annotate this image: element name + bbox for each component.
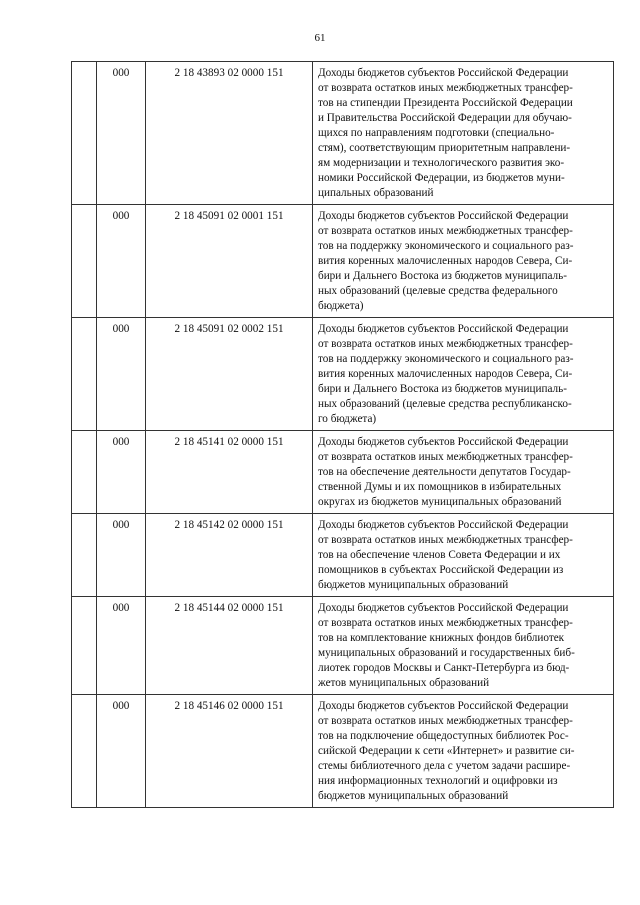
description-line: Доходы бюджетов субъектов Российской Федерации <box>318 519 569 531</box>
description-line: бири и Дальнего Востока из бюджетов муниципаль- <box>318 270 567 282</box>
description-line: Доходы бюджетов субъектов Российской Федерации <box>318 210 569 222</box>
description-line: тов на подключение общедоступных библиотек Рос- <box>318 730 569 742</box>
row-margin-cell <box>72 597 97 695</box>
description-line: тов на поддержку экономического и социального раз- <box>318 240 574 252</box>
description-line: тов на комплектование книжных фондов библиотек <box>318 632 565 644</box>
table-row <box>72 62 614 205</box>
description-line: от возврата остатков иных межбюджетных трансфер- <box>318 715 573 727</box>
description-line: Доходы бюджетов субъектов Российской Федерации <box>318 602 569 614</box>
revenue-description-cell <box>313 431 614 514</box>
description-line: вития коренных малочисленных народов Севера, Си- <box>318 368 573 380</box>
description-line: го бюджета) <box>318 413 377 425</box>
budget-revenue-table <box>71 61 614 808</box>
table-body <box>72 62 614 808</box>
budget-classification-code-cell: 2 18 45144 02 0000 151 <box>146 597 313 695</box>
admin-code-cell: 000 <box>97 431 146 514</box>
row-margin-cell <box>72 695 97 808</box>
description-line: и Правительства Российской Федерации для обучаю- <box>318 112 572 124</box>
description-line: Доходы бюджетов субъектов Российской Федерации <box>318 323 569 335</box>
description-line: ям модернизации и технологического развития эко- <box>318 157 565 169</box>
description-line: от возврата остатков иных межбюджетных трансфер- <box>318 82 573 94</box>
revenue-description-cell <box>313 695 614 808</box>
description-line: Доходы бюджетов субъектов Российской Федерации <box>318 436 569 448</box>
budget-classification-code-cell: 2 18 45142 02 0000 151 <box>146 514 313 597</box>
table-row <box>72 597 614 695</box>
description-line: тов на стипендии Президента Российской Федерации <box>318 97 573 109</box>
description-line: тов на обеспечение деятельности депутатов Государ- <box>318 466 571 478</box>
description-line: ных образований (целевые средства федерального <box>318 285 558 297</box>
description-line: помощников в субъектах Российской Федерации из <box>318 564 564 576</box>
description-line: от возврата остатков иных межбюджетных трансфер- <box>318 534 573 546</box>
description-line: сийской Федерации к сети «Интернет» и развитие си- <box>318 745 575 757</box>
row-margin-cell <box>72 318 97 431</box>
row-margin-cell <box>72 431 97 514</box>
revenue-description-cell <box>313 205 614 318</box>
table-row <box>72 318 614 431</box>
description-line: Доходы бюджетов субъектов Российской Федерации <box>318 700 569 712</box>
admin-code-cell: 000 <box>97 205 146 318</box>
description-line: тов на обеспечение членов Совета Федерации и их <box>318 549 561 561</box>
description-line: округах из бюджетов муниципальных образований <box>318 496 562 508</box>
admin-code-cell: 000 <box>97 62 146 205</box>
table-row <box>72 695 614 808</box>
budget-classification-code-cell: 2 18 45091 02 0002 151 <box>146 318 313 431</box>
description-line: Доходы бюджетов субъектов Российской Федерации <box>318 67 569 79</box>
description-line: вития коренных малочисленных народов Севера, Си- <box>318 255 573 267</box>
table-row <box>72 205 614 318</box>
description-line: ния информационных технологий и оцифровки из <box>318 775 558 787</box>
description-line: от возврата остатков иных межбюджетных трансфер- <box>318 617 573 629</box>
budget-classification-code-cell: 2 18 45091 02 0001 151 <box>146 205 313 318</box>
admin-code-cell: 000 <box>97 695 146 808</box>
table-row <box>72 514 614 597</box>
description-line: бири и Дальнего Востока из бюджетов муниципаль- <box>318 383 567 395</box>
description-line: ципальных образований <box>318 187 434 199</box>
description-line: ственной Думы и их помощников в избирательных <box>318 481 562 493</box>
description-line: бюджетов муниципальных образований <box>318 579 509 591</box>
revenue-description-cell <box>313 318 614 431</box>
description-line: стям), соответствующим приоритетным направлени- <box>318 142 571 154</box>
admin-code-cell: 000 <box>97 514 146 597</box>
description-line: ных образований (целевые средства республиканско- <box>318 398 572 410</box>
description-line: от возврата остатков иных межбюджетных трансфер- <box>318 451 573 463</box>
revenue-description-cell <box>313 514 614 597</box>
page-number: 61 <box>314 32 326 44</box>
description-line: муниципальных образований и государственных биб- <box>318 647 575 659</box>
description-line: щихся по направлениям подготовки (специально- <box>318 127 555 139</box>
row-margin-cell <box>72 62 97 205</box>
row-margin-cell <box>72 205 97 318</box>
description-line: тов на поддержку экономического и социального раз- <box>318 353 574 365</box>
description-line: бюджетов муниципальных образований <box>318 790 509 802</box>
revenue-description-cell <box>313 597 614 695</box>
table-row <box>72 431 614 514</box>
admin-code-cell: 000 <box>97 597 146 695</box>
description-line: бюджета) <box>318 300 364 312</box>
row-margin-cell <box>72 514 97 597</box>
revenue-description-cell <box>313 62 614 205</box>
description-line: номики Российской Федерации, из бюджетов муни- <box>318 172 565 184</box>
description-line: от возврата остатков иных межбюджетных трансфер- <box>318 338 573 350</box>
budget-classification-code-cell: 2 18 43893 02 0000 151 <box>146 62 313 205</box>
description-line: жетов муниципальных образований <box>318 677 490 689</box>
budget-classification-code-cell: 2 18 45146 02 0000 151 <box>146 695 313 808</box>
budget-classification-code-cell: 2 18 45141 02 0000 151 <box>146 431 313 514</box>
admin-code-cell: 000 <box>97 318 146 431</box>
description-line: лиотек городов Москвы и Санкт-Петербурга из бюд- <box>318 662 570 674</box>
description-line: стемы библиотечного дела с учетом задачи расшире- <box>318 760 571 772</box>
description-line: от возврата остатков иных межбюджетных трансфер- <box>318 225 573 237</box>
